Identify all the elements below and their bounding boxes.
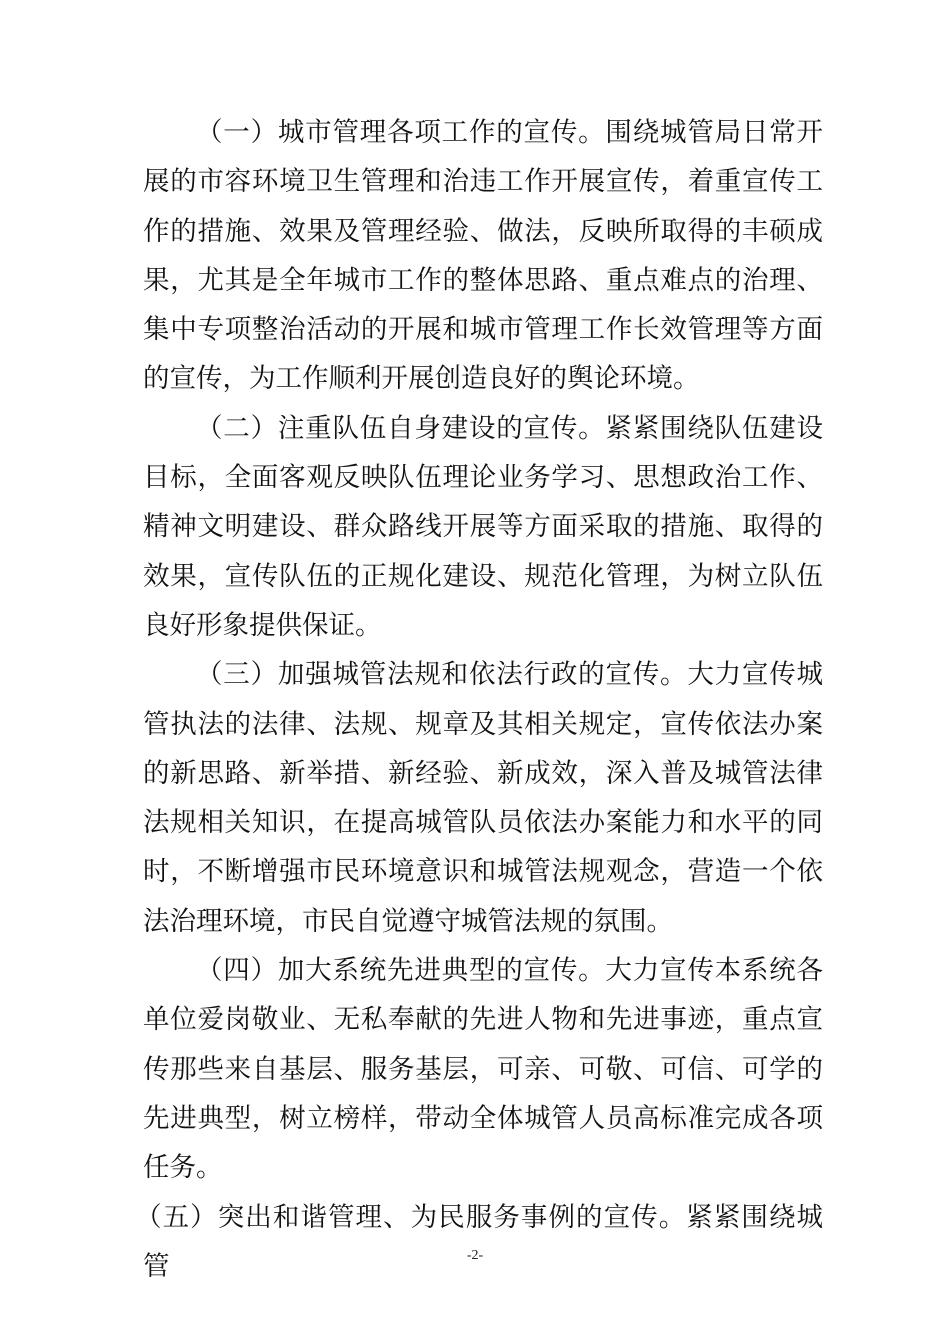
paragraph-section-2: （二）注重队伍自身建设的宣传。紧紧围绕队伍建设目标，全面客观反映队伍理论业务学习、思想政治工作、精神文明建设、群众路线开展等方面采取的措施、取得的效果，宣传队伍的正规化建设、规范化管理，为树立队伍良好形象提供保证。 [143,412,823,641]
paragraph-section-5: （五）突出和谐管理、为民服务事例的宣传。紧紧围绕城管 [135,1201,823,1282]
paragraph-section-3: （三）加强城管法规和依法行政的宣传。大力宣传城管执法的法律、法规、规章及其相关规定，宣传依法办案的新思路、新举措、新经验、新成效，深入普及城管法律法规相关知识，在提高城管队员依法办案能力和水平的同时，不断增强市民环境意识和城管法规观念，营造一个依法治理环境，市民自觉遵守城管法规的氛围。 [143,659,823,937]
paragraph-section-4: （四）加大系统先进典型的宣传。大力宣传本系统各单位爱岗敬业、无私奉献的先进人物和先进事迹，重点宣传那些来自基层、服务基层，可亲、可敬、可信、可学的先进典型，树立榜样，带动全体城管人员高标准完成各项任务。 [143,955,823,1184]
paragraph-section-1: （一）城市管理各项工作的宣传。围绕城管局日常开展的市容环境卫生管理和治违工作开展宣传，着重宣传工作的措施、效果及管理经验、做法，反映所取得的丰硕成果，尤其是全年城市工作的整体思路、重点难点的治理、集中专项整治活动的开展和城市管理工作长效管理等方面的宣传，为工作顺利开展创造良好的舆论环境。 [143,117,823,395]
document-body [135,108,823,1291]
page-number: -2- [466,1248,484,1263]
